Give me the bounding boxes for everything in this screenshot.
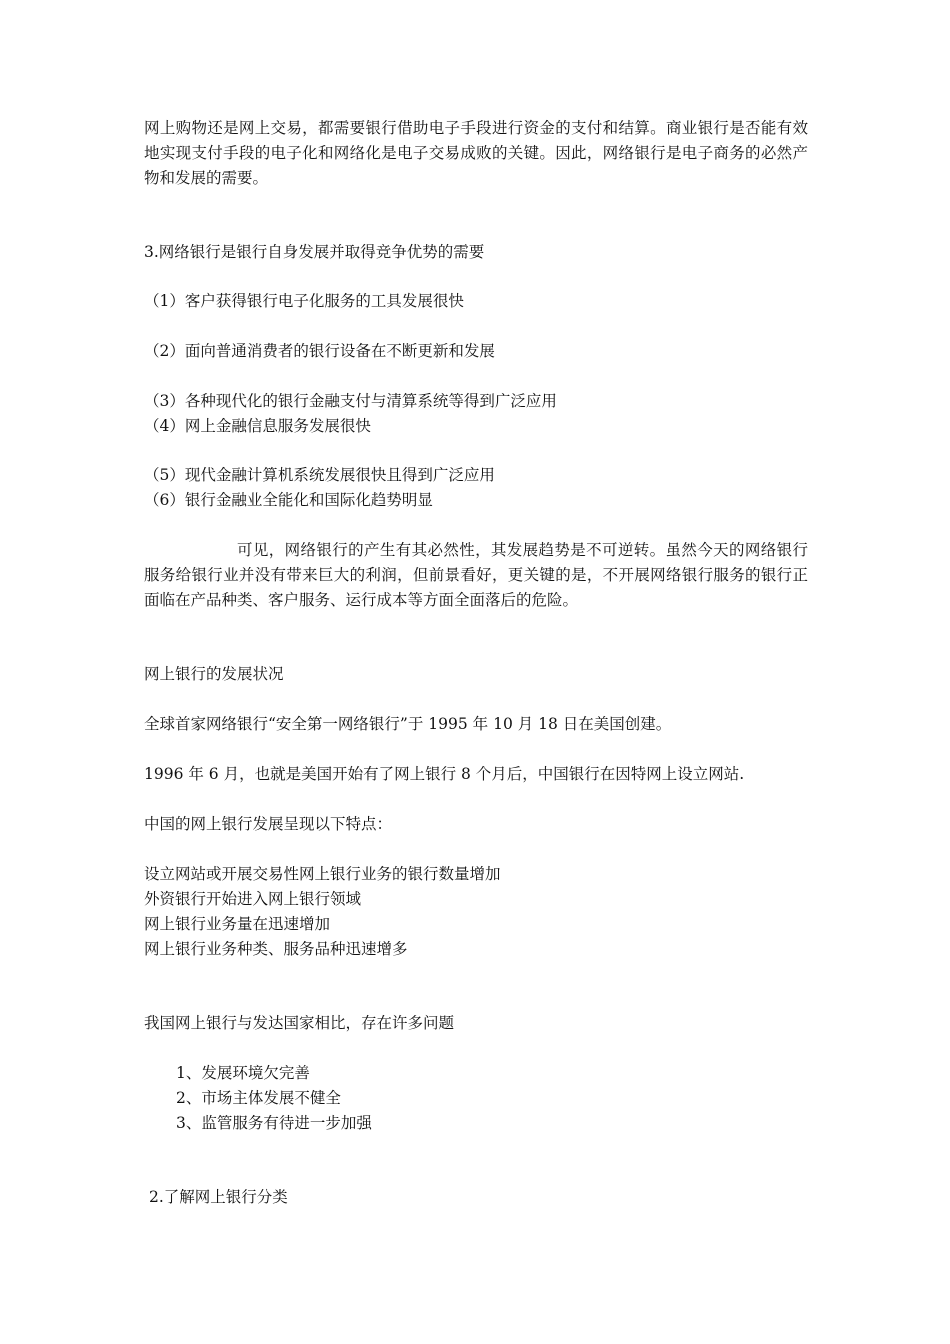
list-item: （3）各种现代化的银行金融支付与清算系统等得到广泛应用 xyxy=(144,392,557,410)
conclusion-paragraph: 可见，网络银行的产生有其必然性，其发展趋势是不可逆转。虽然今天的网络银行服务给银行业并没有带来巨大的利润，但前景看好，更关键的是，不开展网络银行服务的银行正面临在产品种类、客户服务、运行成本等方面全面落后的危险。 xyxy=(144,541,808,609)
development-line-china: 1996 年 6 月，也就是美国开始有了网上银行 8 个月后，中国银行在因特网上设立网站. xyxy=(144,765,745,783)
section2-heading: 2.了解网上银行分类 xyxy=(149,1188,288,1206)
list-item: 3、监管服务有待进一步加强 xyxy=(176,1114,372,1132)
list-item: 网上银行业务量在迅速增加 xyxy=(144,915,331,933)
list-item: 1、发展环境欠完善 xyxy=(176,1064,310,1082)
list-item: （6）银行金融业全能化和国际化趋势明显 xyxy=(144,491,433,509)
list-item: （4）网上金融信息服务发展很快 xyxy=(144,417,371,435)
list-item: 设立网站或开展交易性网上银行业务的银行数量增加 xyxy=(144,865,501,883)
list-item: 2、市场主体发展不健全 xyxy=(176,1089,341,1107)
list-item: 外资银行开始进入网上银行领域 xyxy=(144,890,362,908)
list-item: （1）客户获得银行电子化服务的工具发展很快 xyxy=(144,292,464,310)
list-item: （2）面向普通消费者的银行设备在不断更新和发展 xyxy=(144,342,495,360)
problems-heading: 我国网上银行与发达国家相比，存在许多问题 xyxy=(144,1014,455,1032)
development-line-first-bank: 全球首家网络银行“安全第一网络银行”于 1995 年 10 月 18 日在美国创建。 xyxy=(144,715,672,733)
china-features-heading: 中国的网上银行发展呈现以下特点： xyxy=(144,815,393,833)
list-item: 网上银行业务种类、服务品种迅速增多 xyxy=(144,940,408,958)
development-heading: 网上银行的发展状况 xyxy=(144,665,284,683)
section3-heading: 3.网络银行是银行自身发展并取得竞争优势的需要 xyxy=(144,243,485,261)
list-item: （5）现代金融计算机系统发展很快且得到广泛应用 xyxy=(144,466,495,484)
intro-paragraph: 网上购物还是网上交易，都需要银行借助电子手段进行资金的支付和结算。商业银行是否能有效地实现支付手段的电子化和网络化是电子交易成败的关键。因此，网络银行是电子商务的必然产物和发展的需要。 xyxy=(144,119,808,187)
